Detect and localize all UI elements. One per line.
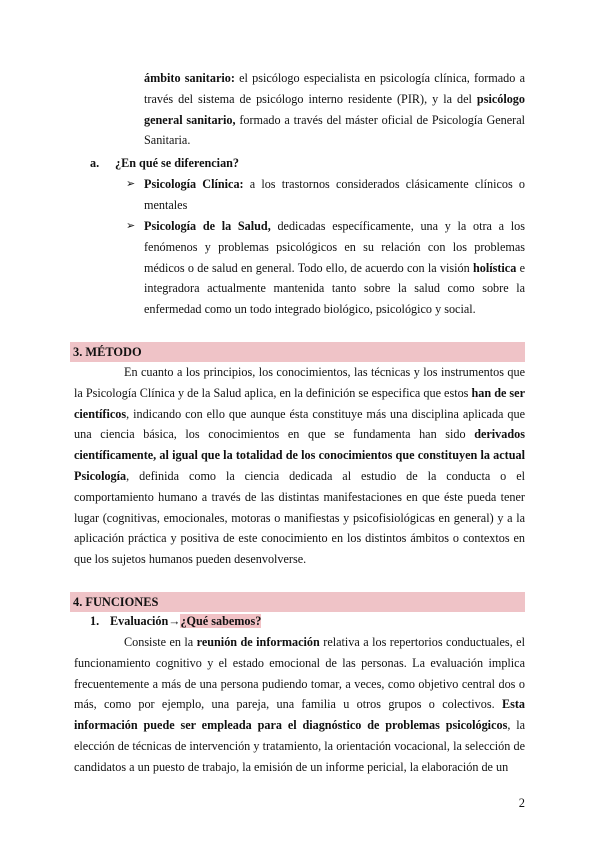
- list-marker-1: 1.: [90, 614, 100, 628]
- diff-question: ¿En qué se diferencian?: [115, 156, 240, 170]
- arrow-bullet-icon: ➢: [126, 219, 136, 232]
- evaluacion-heading: Evaluación→¿Qué sabemos?: [110, 614, 262, 628]
- page-number: 2: [518, 796, 525, 810]
- highlighted-question: ¿Qué sabemos?: [180, 614, 262, 628]
- section-heading-funciones: 4. FUNCIONES: [70, 592, 525, 612]
- list-item-salud: [126, 216, 525, 320]
- list-item-text: Psicología de la Salud, dedicadas específicamente, una y la otra a los fenómenos y problemas psicológicos en su relación con los problemas médicos o de salud en general. Todo ello, de acuerdo con la visión holística e integradora actualmente mantenida tanto sobre la salud como sobre la enfermedad como un todo integrado biológico, psicológico y social.: [144, 219, 525, 317]
- section-heading-metodo: 3. MÉTODO: [70, 342, 525, 362]
- list-item-clinica: [126, 174, 525, 216]
- intro-paragraph: ámbito sanitario: el psicólogo especialista en psicología clínica, formado a través del sistema de psicólogo interno residente (PIR), y la del psicólogo general sanitario, formado a través del máster oficial de Psicología General Sanitaria.: [144, 71, 526, 148]
- list-item-text: Psicología Clínica: a los trastornos considerados clásicamente clínicos o mentales: [144, 177, 525, 212]
- funciones-paragraph: Consiste en la reunión de información relativa a los repertorios conductuales, el funcionamiento cognitivo y el estado emocional de las personas. La evaluación implica frecuentemente a más de una persona pudiendo tomar, a veces, como objetivo central dos o más, como por ejemplo, una pareja, una familia u otros grupos o colectivos. Esta información puede ser empleada para el diagnóstico de problemas psicológicos, la elección de técnicas de intervención y tratamiento, la orientación vocacional, la selección de candidatos a un puesto de trabajo, la emisión de un informe pericial, la elaboración de un: [74, 635, 525, 774]
- arrow-bullet-icon: ➢: [126, 177, 136, 190]
- list-marker-a: a.: [90, 156, 100, 170]
- metodo-paragraph: En cuanto a los principios, los conocimientos, las técnicas y los instrumentos que la Psicología Clínica y de la Salud aplica, en la definición se especifica que estos han de ser científicos, indicando con ello que aunque ésta constituye más una disciplina aplicada que una ciencia básica, los conocimientos en que se fundamenta han sido derivados científicamente, al igual que la totalidad de los conocimientos que constituyen la actual Psicología, definida como la ciencia dedicada al estudio de la conducta o el comportamiento humano a través de las distintas manifestaciones en que éste pueda tener lugar (cognitivas, emocionales, motoras o manifiestas y psicofisiológicas en general) y a la aplicación práctica y positiva de este conocimiento en los distintos ámbitos o contextos en que los sujetos humanos pueden desenvolverse.: [74, 365, 525, 567]
